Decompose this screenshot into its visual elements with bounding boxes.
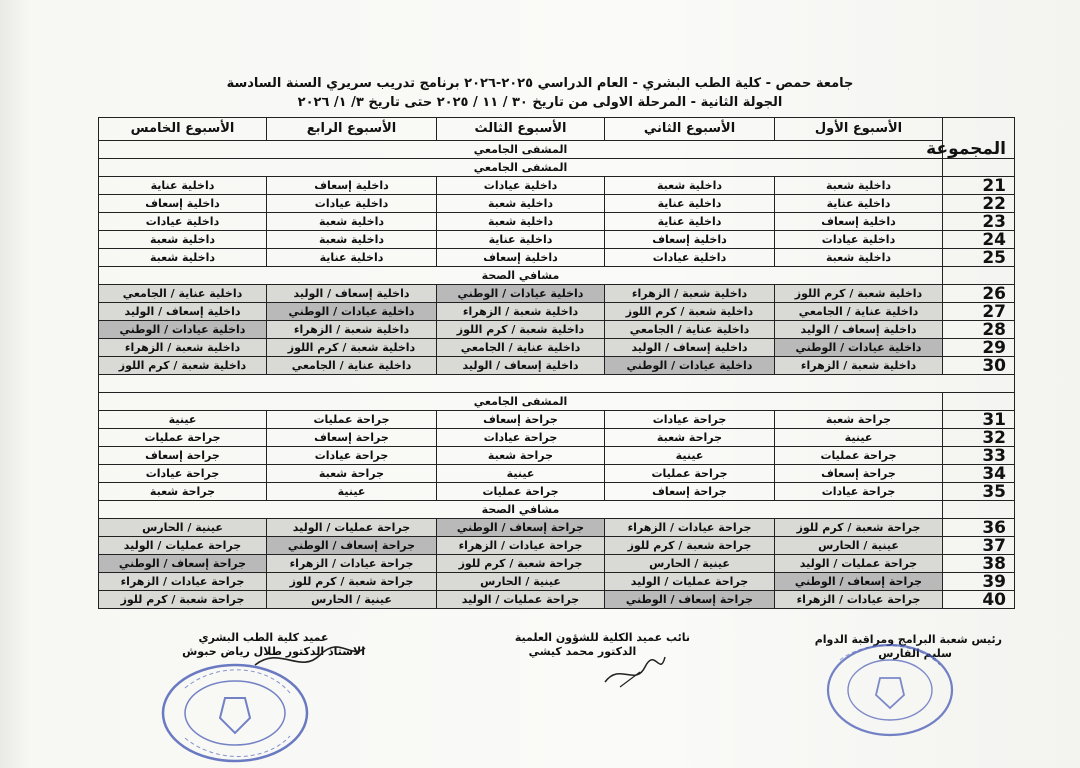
signature-middle-name: الدكتور محمد كيشي [528, 645, 637, 658]
schedule-cell: جراحة إسعاف / الوطني [99, 555, 267, 573]
signature-left-name: الاستاذ الدكتور طلال رياض حبوش [182, 645, 365, 658]
schedule-cell: داخلية شعبة [267, 231, 437, 249]
week-3-header: الأسبوع الثالث [437, 118, 605, 141]
schedule-cell: داخلية عناية / الجامعي [99, 285, 267, 303]
schedule-cell: جراحة إسعاف [267, 429, 437, 447]
schedule-cell: عينية [99, 411, 267, 429]
schedule-cell: داخلية عيادات / الوطني [267, 303, 437, 321]
schedule-cell: جراحة عيادات [267, 447, 437, 465]
table-row [99, 285, 1015, 303]
section-title: مشافي الصحة [99, 267, 943, 285]
schedule-cell: داخلية شعبة [775, 249, 943, 267]
section-title: المشفى الجامعي [99, 393, 943, 411]
schedule-cell: داخلية إسعاف [437, 249, 605, 267]
table-row [99, 249, 1015, 267]
official-stamp-left [155, 658, 315, 768]
schedule-cell: جراحة شعبة [267, 465, 437, 483]
group-number: 22 [943, 195, 1015, 213]
group-number: 38 [943, 555, 1015, 573]
schedule-cell: داخلية عناية / الجامعي [267, 357, 437, 375]
section-title: المشفى الجامعي [99, 141, 943, 159]
week-5-header: الأسبوع الخامس [99, 118, 267, 141]
schedule-cell: داخلية عناية / الجامعي [605, 321, 775, 339]
schedule-cell: جراحة إسعاف / الوطني [605, 591, 775, 609]
table-row [99, 519, 1015, 537]
schedule-cell: داخلية شعبة / الزهراء [605, 285, 775, 303]
table-row [99, 321, 1015, 339]
schedule-cell: جراحة عمليات [267, 411, 437, 429]
table-row [99, 357, 1015, 375]
section-header-row [99, 501, 1015, 519]
table-row [99, 591, 1015, 609]
schedule-cell: عينية / الحارس [775, 537, 943, 555]
schedule-cell: داخلية عيادات [437, 177, 605, 195]
schedule-cell: داخلية إسعاف / الوليد [775, 321, 943, 339]
schedule-cell: جراحة عمليات / الوليد [775, 555, 943, 573]
group-number: 35 [943, 483, 1015, 501]
schedule-cell: جراحة عيادات [99, 465, 267, 483]
schedule-cell: داخلية عناية [99, 177, 267, 195]
group-number: 28 [943, 321, 1015, 339]
group-number: 39 [943, 573, 1015, 591]
table-row [99, 411, 1015, 429]
schedule-cell: جراحة إسعاف [605, 483, 775, 501]
section-subtitle-row [99, 159, 1015, 177]
schedule-cell: جراحة شعبة / كرم للوز [99, 591, 267, 609]
table-row [99, 177, 1015, 195]
table-row [99, 195, 1015, 213]
schedule-cell: داخلية شعبة [437, 195, 605, 213]
section-gap [99, 375, 1015, 393]
section-header-row [99, 267, 1015, 285]
schedule-cell: داخلية عيادات [605, 249, 775, 267]
schedule-cell: جراحة شعبة / كرم للوز [605, 537, 775, 555]
schedule-cell: جراحة شعبة [605, 429, 775, 447]
schedule-cell: جراحة عمليات [99, 429, 267, 447]
schedule-cell: داخلية عناية [267, 249, 437, 267]
table-row [99, 483, 1015, 501]
table-row [99, 555, 1015, 573]
group-number: 25 [943, 249, 1015, 267]
group-header-cell [943, 118, 1015, 141]
signature-right-name: سليم الفارس [878, 647, 952, 660]
schedule-cell: داخلية عيادات / الوطني [775, 339, 943, 357]
schedule-cell: جراحة عمليات / الوليد [437, 591, 605, 609]
section-header-row [99, 393, 1015, 411]
schedule-cell: جراحة شعبة [775, 411, 943, 429]
group-number: 32 [943, 429, 1015, 447]
schedule-cell: جراحة عيادات [437, 429, 605, 447]
schedule-cell: عينية / الحارس [605, 555, 775, 573]
schedule-cell: عينية / الحارس [267, 591, 437, 609]
schedule-cell: داخلية شعبة [605, 177, 775, 195]
schedule-cell: داخلية إسعاف [267, 177, 437, 195]
schedule-cell: داخلية شعبة / الزهراء [99, 339, 267, 357]
table-row [99, 573, 1015, 591]
group-column-label [943, 501, 1015, 519]
schedule-cell: داخلية إسعاف / الوليد [267, 285, 437, 303]
schedule-cell: داخلية إسعاف [605, 231, 775, 249]
schedule-cell: جراحة عيادات [775, 483, 943, 501]
group-number: 21 [943, 177, 1015, 195]
schedule-cell: جراحة عمليات [437, 483, 605, 501]
schedule-cell: جراحة إسعاف [99, 447, 267, 465]
table-row [99, 303, 1015, 321]
schedule-cell: داخلية عناية [437, 231, 605, 249]
schedule-cell: داخلية عناية [605, 195, 775, 213]
schedule-table [98, 117, 1015, 609]
group-number: 33 [943, 447, 1015, 465]
schedule-cell: داخلية عيادات / الوطني [437, 285, 605, 303]
schedule-cell: جراحة عمليات [775, 447, 943, 465]
schedule-cell: عينية [437, 465, 605, 483]
table-row [99, 429, 1015, 447]
schedule-cell: جراحة عيادات / الزهراء [99, 573, 267, 591]
schedule-cell: جراحة إسعاف [775, 465, 943, 483]
group-column-label [943, 393, 1015, 411]
schedule-cell: جراحة إسعاف / الوطني [775, 573, 943, 591]
group-number: 36 [943, 519, 1015, 537]
schedule-cell: جراحة عمليات / الوليد [99, 537, 267, 555]
group-number: 34 [943, 465, 1015, 483]
group-number: 23 [943, 213, 1015, 231]
group-number: 29 [943, 339, 1015, 357]
week-1-header: الأسبوع الأول [775, 118, 943, 141]
group-number: 40 [943, 591, 1015, 609]
schedule-cell: عينية / الحارس [437, 573, 605, 591]
handwritten-signature-middle [600, 652, 670, 692]
signature-left-title: عميد كلية الطب البشري [198, 631, 329, 644]
schedule-cell: داخلية شعبة [99, 249, 267, 267]
schedule-cell: داخلية شعبة / كرم اللوز [775, 285, 943, 303]
table-row [99, 465, 1015, 483]
schedule-cell: جراحة إسعاف / الوطني [267, 537, 437, 555]
schedule-cell: داخلية عيادات / الوطني [99, 321, 267, 339]
schedule-cell: جراحة عيادات / الزهراء [267, 555, 437, 573]
schedule-cell: داخلية شعبة / الزهراء [437, 303, 605, 321]
schedule-cell: داخلية شعبة / كرم اللوز [267, 339, 437, 357]
schedule-cell: داخلية إسعاف / الوليد [605, 339, 775, 357]
schedule-cell: جراحة شعبة / كرم للوز [775, 519, 943, 537]
schedule-cell: داخلية عيادات [99, 213, 267, 231]
section-title: مشافي الصحة [99, 501, 943, 519]
week-4-header: الأسبوع الرابع [267, 118, 437, 141]
header-row [99, 118, 1015, 141]
schedule-cell: داخلية عناية / الجامعي [775, 303, 943, 321]
group-column-label [943, 267, 1015, 285]
schedule-cell: داخلية عناية / الجامعي [437, 339, 605, 357]
schedule-cell: داخلية شعبة / كرم اللوز [437, 321, 605, 339]
schedule-cell: داخلية عناية [605, 213, 775, 231]
schedule-cell: داخلية شعبة [267, 213, 437, 231]
group-column-blank [943, 159, 1015, 177]
schedule-cell: داخلية إسعاف [775, 213, 943, 231]
schedule-cell: جراحة عمليات / الوليد [267, 519, 437, 537]
schedule-cell: داخلية شعبة [775, 177, 943, 195]
table-row [99, 537, 1015, 555]
schedule-cell: داخلية شعبة / الزهراء [267, 321, 437, 339]
table-row [99, 339, 1015, 357]
section-header-row [99, 141, 1015, 159]
table-row [99, 213, 1015, 231]
document-title: جامعة حمص - كلية الطب البشري - العام الدراسي ٢٠٢٥-٢٠٢٦ برنامج تدريب سريري السنة السادسة [226, 76, 854, 91]
schedule-cell: داخلية شعبة [437, 213, 605, 231]
schedule-cell: داخلية إسعاف / الوليد [99, 303, 267, 321]
schedule-cell: داخلية إسعاف [99, 195, 267, 213]
schedule-cell: عينية / الحارس [99, 519, 267, 537]
group-number: 30 [943, 357, 1015, 375]
schedule-cell: داخلية شعبة [99, 231, 267, 249]
group-number: 31 [943, 411, 1015, 429]
group-number: 24 [943, 231, 1015, 249]
schedule-cell: جراحة عيادات [605, 411, 775, 429]
schedule-cell: داخلية عيادات / الوطني [605, 357, 775, 375]
schedule-cell: جراحة شعبة [437, 447, 605, 465]
group-number: 26 [943, 285, 1015, 303]
schedule-cell: جراحة شعبة / كرم للوز [267, 573, 437, 591]
group-number: 37 [943, 537, 1015, 555]
document-subtitle: الجولة الثانية - المرحلة الاولى من تاريخ ٣٠ / ١١ / ٢٠٢٥ حتى تاريخ ٣/ ١/ ٢٠٢٦ [297, 95, 783, 110]
schedule-cell: جراحة شعبة [99, 483, 267, 501]
schedule-cell: جراحة إسعاف / الوطني [437, 519, 605, 537]
official-stamp-right [820, 640, 960, 750]
schedule-cell: داخلية شعبة / الزهراء [775, 357, 943, 375]
schedule-cell: جراحة عمليات [605, 465, 775, 483]
schedule-cell: جراحة عيادات / الزهراء [437, 537, 605, 555]
week-2-header: الأسبوع الثاني [605, 118, 775, 141]
schedule-cell: جراحة عمليات / الوليد [605, 573, 775, 591]
schedule-cell: عينية [775, 429, 943, 447]
signature-middle-title: نائب عميد الكلية للشؤون العلمية [514, 631, 690, 644]
schedule-cell: عينية [605, 447, 775, 465]
signature-right-title: رئيس شعبة البرامج ومراقبة الدوام [814, 633, 1002, 646]
group-number: 27 [943, 303, 1015, 321]
schedule-cell: داخلية شعبة / كرم اللوز [99, 357, 267, 375]
schedule-cell: جراحة إسعاف [437, 411, 605, 429]
schedule-cell: داخلية عيادات [775, 231, 943, 249]
schedule-cell: داخلية عيادات [267, 195, 437, 213]
table-row [99, 231, 1015, 249]
schedule-cell: جراحة عيادات / الزهراء [605, 519, 775, 537]
schedule-cell: جراحة عيادات / الزهراء [775, 591, 943, 609]
schedule-cell: داخلية عناية [775, 195, 943, 213]
schedule-cell: جراحة شعبة / كرم للوز [437, 555, 605, 573]
table-row [99, 447, 1015, 465]
section-subtitle: المشفى الجامعي [99, 159, 943, 177]
schedule-cell: عينية [267, 483, 437, 501]
schedule-cell: داخلية إسعاف / الوليد [437, 357, 605, 375]
group-column-label: المجموعة [943, 141, 1015, 159]
schedule-cell: داخلية شعبة / كرم اللوز [605, 303, 775, 321]
